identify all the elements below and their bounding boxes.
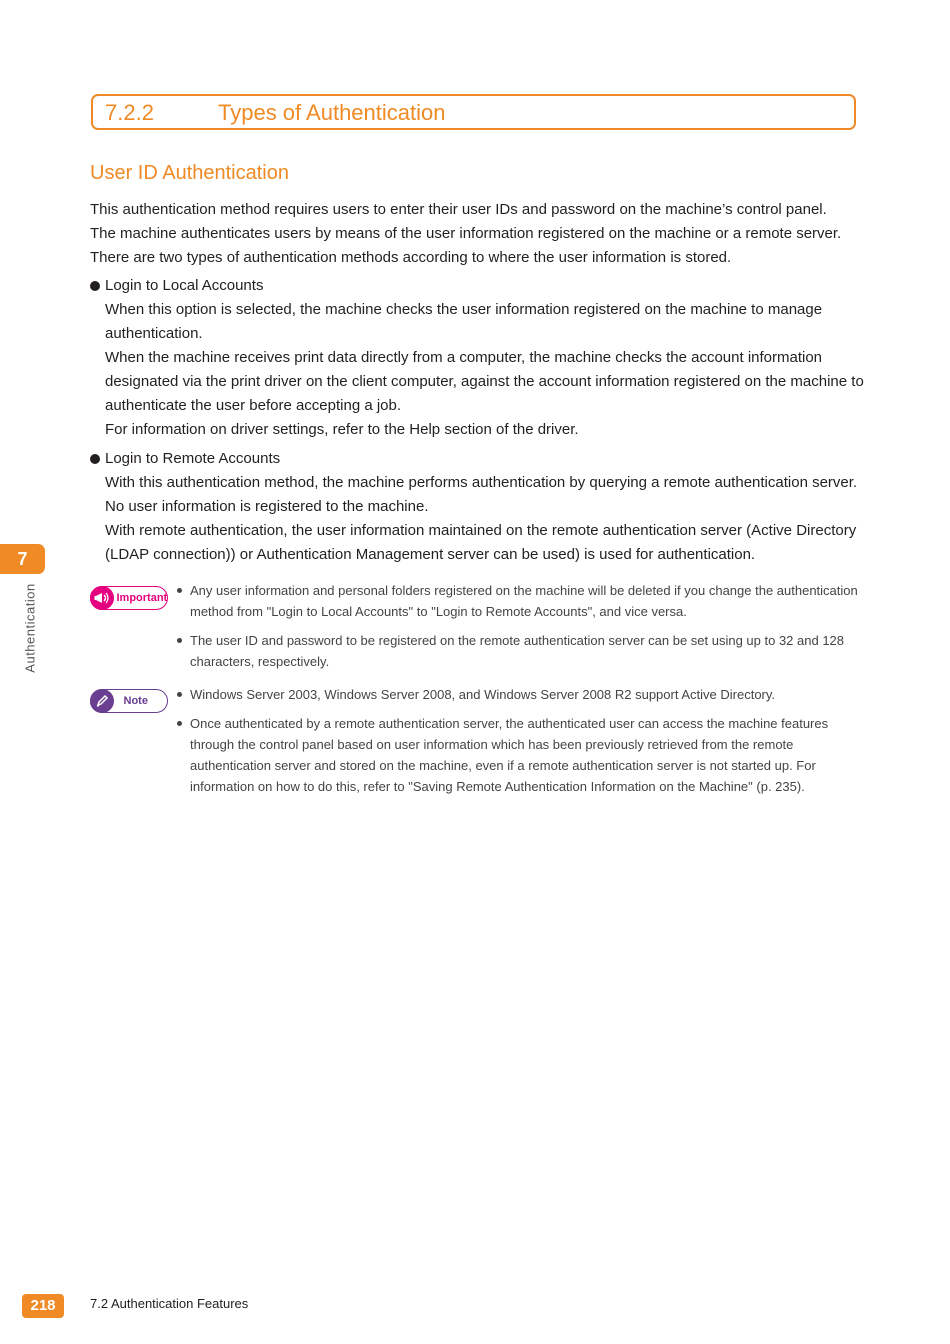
note-item: Once authenticated by a remote authentication server, the authenticated user can access the machine features through the control panel based on user information which has been previously retrieved from the remote authentication server and stored on the machine, even if a remote authentication server is not started up. For information on how to do this, refer to "Saving Remote Authentication Information on the Machine" (p. 235). [176, 713, 866, 797]
bullet-local-accounts [90, 274, 865, 442]
intro-line: This authentication method requires users to enter their user IDs and password on the machine’s control panel. [90, 201, 827, 218]
page-number: 218 [22, 1294, 64, 1318]
section-title: Types of Authentication [218, 100, 446, 125]
bullet-paragraph: With this authentication method, the machine performs authentication by querying a remote authentication server. No user information is registered to the machine. [105, 474, 858, 515]
subheading: User ID Authentication [90, 162, 289, 184]
footer-section-title: 7.2 Authentication Features [90, 1296, 249, 1311]
bullet-dot [90, 454, 100, 464]
chapter-tab: 7 [0, 544, 45, 574]
note-label: Note [123, 695, 148, 707]
important-item: Any user information and personal folders registered on the machine will be deleted if you change the authentication method from "Login to Local Accounts" to "Login to Remote Accounts", and vice versa. [176, 580, 866, 622]
megaphone-icon [90, 586, 114, 610]
note-list [176, 684, 866, 797]
chapter-side-label: Authentication [22, 583, 38, 673]
bullet-dot [90, 281, 100, 291]
pencil-icon [90, 689, 114, 713]
bullet-remote-accounts [90, 447, 865, 567]
bullet-title: Login to Remote Accounts [105, 450, 281, 467]
intro-line: The machine authenticates users by means of the user information registered on the machine or a remote server. [90, 225, 842, 242]
important-badge [90, 586, 168, 610]
important-list [176, 580, 866, 672]
note-item: Windows Server 2003, Windows Server 2008, and Windows Server 2008 R2 support Active Directory. [176, 684, 866, 705]
section-number: 7.2.2 [105, 100, 154, 125]
section-heading-box [91, 94, 856, 130]
intro-line: There are two types of authentication methods according to where the user information is stored. [90, 249, 732, 266]
important-label: Important [116, 592, 168, 604]
bullet-paragraph: For information on driver settings, refer to the Help section of the driver. [105, 421, 579, 438]
bullet-paragraph: When the machine receives print data directly from a computer, the machine checks the account information designated via the print driver on the client computer, against the account information registered on the machine to authenticate the user before accepting a job. [105, 349, 864, 414]
bullet-title: Login to Local Accounts [105, 277, 264, 294]
important-item: The user ID and password to be registered on the remote authentication server can be set using up to 32 and 128 characters, respectively. [176, 630, 866, 672]
note-badge [90, 689, 168, 713]
bullet-paragraph: With remote authentication, the user information maintained on the remote authentication server (Active Directory (LDAP connection)) or Authentication Management server can be used) is used for authentication. [105, 522, 857, 563]
intro-paragraph [90, 198, 865, 270]
bullet-paragraph: When this option is selected, the machine checks the user information registered on the machine to manage authentication. [105, 301, 823, 342]
